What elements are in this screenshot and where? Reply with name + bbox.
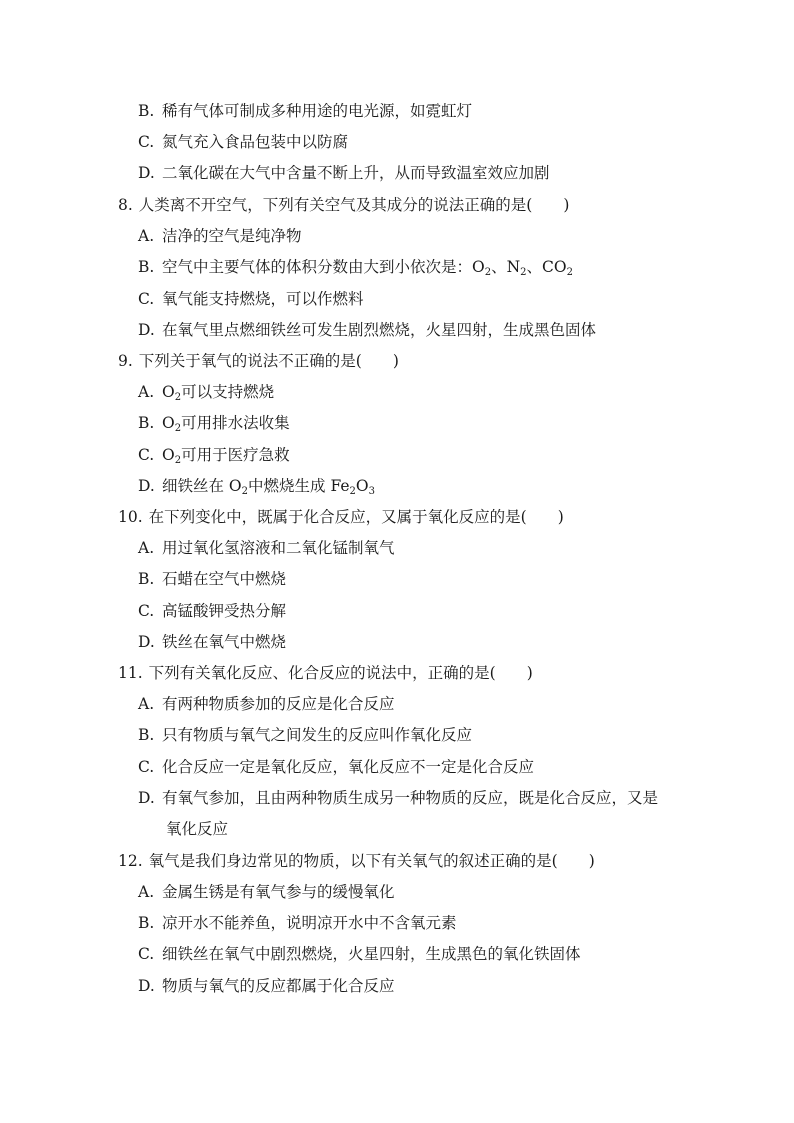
text-segment: 、CO	[526, 258, 567, 276]
text-segment: 中燃烧生成 Fe	[248, 477, 350, 495]
line-text: 铁丝在氧气中燃烧	[162, 633, 287, 651]
subscript: 2	[174, 455, 182, 466]
line-text: 人类离不开空气，下列有关空气及其成分的说法正确的是( )	[138, 196, 570, 214]
answer-option	[138, 725, 472, 745]
answer-option	[138, 944, 581, 964]
subscript: 2	[241, 486, 249, 497]
question-number: 12.	[118, 852, 143, 870]
subscript: 2	[566, 267, 573, 278]
question-number: 8.	[118, 196, 133, 214]
answer-option	[138, 913, 457, 933]
line-text: 氧气是我们身边常见的物质，以下有关氧气的叙述正确的是( )	[148, 852, 595, 870]
answer-option	[138, 382, 274, 402]
line-text: 下列有关氧化反应、化合反应的说法中，正确的是( )	[148, 664, 533, 682]
answer-option	[138, 976, 395, 996]
question-stem	[118, 851, 595, 871]
text-segment: 可以支持燃烧	[181, 383, 275, 401]
subscript: 2	[349, 486, 356, 497]
question-stem	[118, 663, 533, 683]
text-segment: O	[162, 383, 175, 401]
answer-option	[138, 476, 375, 496]
option-label: B.	[138, 102, 155, 120]
option-label: A.	[138, 539, 155, 557]
option-label: C.	[138, 758, 155, 776]
text-segment: O	[162, 414, 175, 432]
text-segment: O	[162, 446, 175, 464]
line-text: 有氧气参加，且由两种物质生成另一种物质的反应，既是化合反应，又是	[162, 789, 659, 807]
line-text: 稀有气体可制成多种用途的电光源，如霓虹灯	[162, 102, 473, 120]
subscript: 3	[368, 486, 375, 497]
line-text: 氧化反应	[166, 820, 229, 838]
line-text	[162, 446, 290, 464]
option-label: A.	[138, 383, 155, 401]
line-text: 高锰酸钾受热分解	[162, 602, 287, 620]
answer-option	[138, 882, 395, 902]
option-label: C.	[138, 602, 155, 620]
line-text: 二氧化碳在大气中含量不断上升，从而导致温室效应加剧	[162, 164, 550, 182]
option-label: D.	[138, 164, 155, 182]
question-number: 10.	[118, 508, 143, 526]
option-label: D.	[138, 789, 155, 807]
text-segment: 可用排水法收集	[181, 414, 290, 432]
answer-option	[138, 132, 348, 152]
option-label: D.	[138, 477, 155, 495]
line-text	[162, 383, 274, 401]
option-label: D.	[138, 977, 155, 995]
subscript: 2	[520, 267, 527, 278]
line-text	[162, 477, 375, 495]
line-text: 在氧气里点燃细铁丝可发生剧烈燃烧，火星四射，生成黑色固体	[162, 321, 597, 339]
line-text: 物质与氧气的反应都属于化合反应	[162, 977, 395, 995]
option-continuation	[166, 819, 228, 839]
answer-option	[138, 569, 286, 589]
line-text: 洁净的空气是纯净物	[162, 227, 302, 245]
answer-option	[138, 538, 395, 558]
answer-option	[138, 757, 534, 777]
text-segment: 细铁丝在 O	[162, 477, 242, 495]
text-segment: 、N	[491, 258, 521, 276]
question-number: 9.	[118, 352, 133, 370]
answer-option	[138, 163, 550, 183]
option-label: B.	[138, 726, 155, 744]
line-text: 氧气能支持燃烧，可以作燃料	[162, 290, 364, 308]
line-text: 石蜡在空气中燃烧	[162, 570, 287, 588]
question-number: 11.	[118, 664, 143, 682]
option-label: A.	[138, 695, 155, 713]
subscript: 2	[484, 267, 492, 278]
answer-option	[138, 601, 286, 621]
subscript: 2	[174, 423, 182, 434]
answer-option	[138, 320, 596, 340]
answer-option	[138, 445, 290, 465]
answer-option	[138, 101, 472, 121]
text-segment: 可用于医疗急救	[181, 446, 290, 464]
text-segment: O	[355, 477, 369, 495]
option-label: A.	[138, 883, 155, 901]
option-label: D.	[138, 321, 155, 339]
answer-option	[138, 694, 395, 714]
line-text: 氮气充入食品包装中以防腐	[162, 133, 349, 151]
option-label: D.	[138, 633, 155, 651]
option-label: B.	[138, 570, 155, 588]
line-text: 用过氧化氢溶液和二氧化锰制氧气	[162, 539, 395, 557]
option-label: C.	[138, 290, 155, 308]
answer-option	[138, 413, 290, 433]
line-text: 化合反应一定是氧化反应，氧化反应不一定是化合反应	[162, 758, 535, 776]
question-stem	[118, 507, 564, 527]
line-text: 在下列变化中，既属于化合反应，又属于氧化反应的是( )	[148, 508, 564, 526]
line-text: 下列关于氧气的说法不正确的是( )	[138, 352, 399, 370]
subscript: 2	[174, 392, 182, 403]
option-label: B.	[138, 258, 155, 276]
question-stem	[118, 351, 399, 371]
question-stem	[118, 195, 569, 215]
line-text: 凉开水不能养鱼，说明凉开水中不含氧元素	[162, 914, 457, 932]
option-label: B.	[138, 414, 155, 432]
line-text	[162, 414, 290, 432]
answer-option	[138, 289, 364, 309]
line-text: 细铁丝在氧气中剧烈燃烧，火星四射，生成黑色的氧化铁固体	[162, 945, 581, 963]
answer-option	[138, 257, 573, 277]
answer-option	[138, 632, 286, 652]
option-label: B.	[138, 914, 155, 932]
answer-option	[138, 788, 658, 808]
option-label: C.	[138, 133, 155, 151]
option-label: A.	[138, 227, 155, 245]
line-text: 只有物质与氧气之间发生的反应叫作氧化反应	[162, 726, 473, 744]
line-text	[162, 258, 573, 276]
text-segment: 空气中主要气体的体积分数由大到小依次是：O	[162, 258, 485, 276]
line-text: 有两种物质参加的反应是化合反应	[162, 695, 395, 713]
option-label: C.	[138, 446, 155, 464]
line-text: 金属生锈是有氧气参与的缓慢氧化	[162, 883, 395, 901]
answer-option	[138, 226, 302, 246]
option-label: C.	[138, 945, 155, 963]
